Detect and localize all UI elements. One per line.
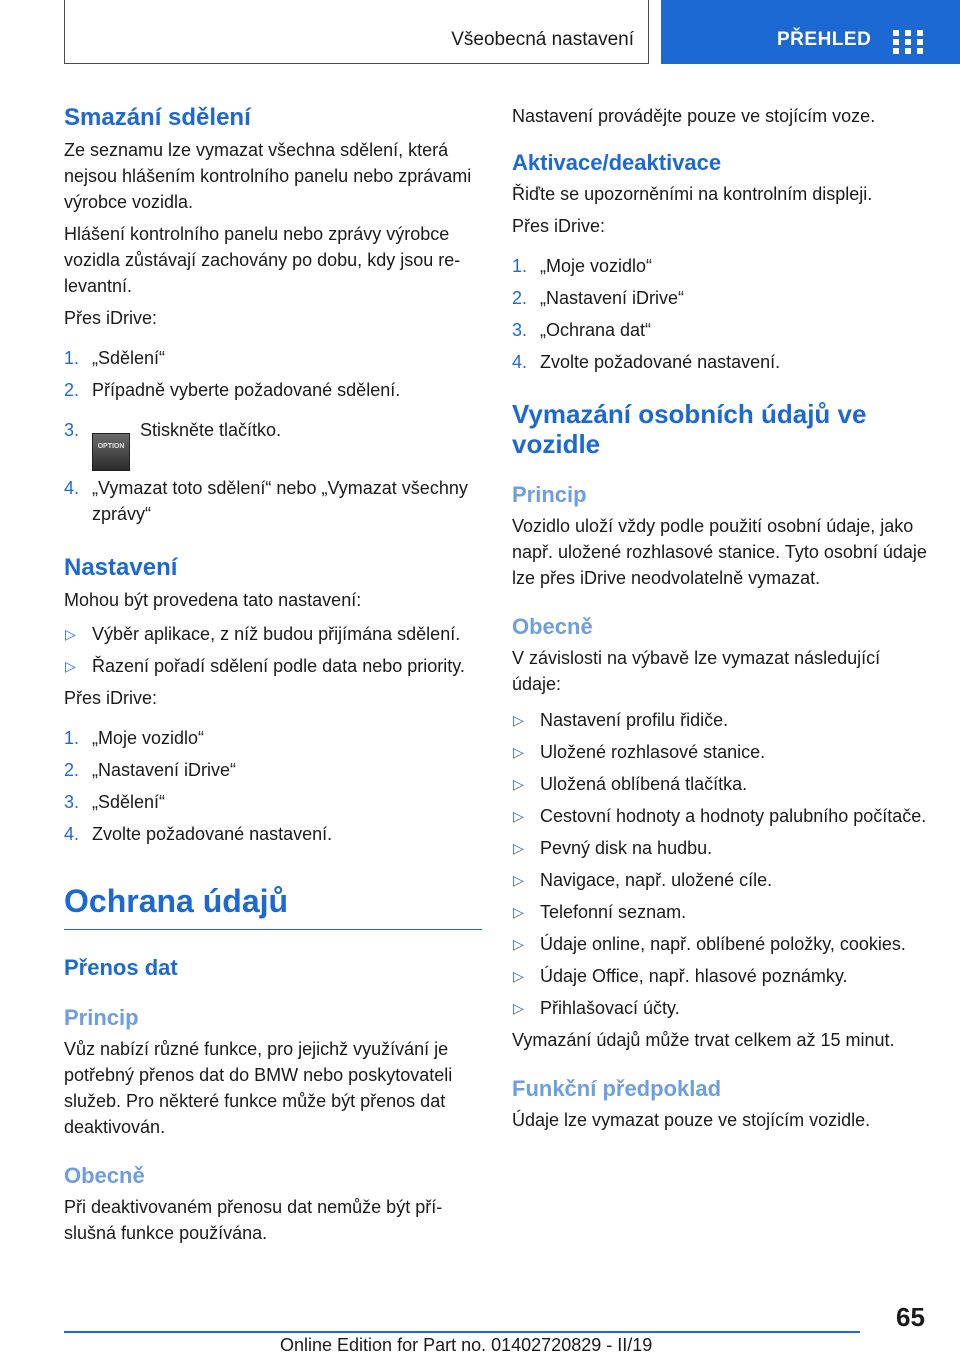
paragraph: Mohou být provedena tato nastavení: <box>64 590 362 610</box>
paragraph: Vymazání údajů může trvat celkem až 15 minut. <box>512 1030 895 1050</box>
heading-delete-messages: Smazání sdělení <box>64 104 251 131</box>
paragraph: V závislosti na výbavě lze vymazat následující údaje: <box>512 648 881 694</box>
paragraph: Řiďte se upozorněními na kontrolním displeji. <box>512 184 873 204</box>
subheading-prerequisite: Funkční předpoklad <box>512 1076 722 1101</box>
grid-icon <box>893 30 923 53</box>
bullet-item: ▷ Řazení pořadí sdělení podle data nebo priority. <box>64 653 482 679</box>
step-item: 1. „Sdělení“ <box>64 348 166 368</box>
paragraph: Vozidlo uloží vždy podle použití osobní údaje, jako např. uložené rozhlasové stanice. Tyto osobní údaje lze přes iDrive neodvolatelně vymazat. <box>512 516 927 588</box>
left-column <box>64 103 482 1246</box>
triangle-bullet-icon: ▷ <box>513 968 524 984</box>
bullet-item: ▷ Údaje online, např. oblíbené položky, cookies. <box>512 931 928 957</box>
step-item: 4. Zvolte požadované nastavení. <box>512 352 781 372</box>
subheading-principle: Princip <box>512 482 587 507</box>
heading-activation: Aktivace/deaktivace <box>512 150 722 175</box>
triangle-bullet-icon: ▷ <box>65 626 76 642</box>
paragraph: Údaje lze vymazat pouze ve stojícím vozidle. <box>512 1110 871 1130</box>
footer-divider <box>64 1331 860 1333</box>
bullet-item: ▷ Přihlašovací účty. <box>512 995 928 1021</box>
heading-data-transfer: Přenos dat <box>64 955 178 980</box>
step-item: 4. Zvolte požadované nastavení. <box>64 824 333 844</box>
chapter-title: Ochrana údajů <box>64 881 482 930</box>
triangle-bullet-icon: ▷ <box>513 840 524 856</box>
step-item: 2. „Nastavení iDrive“ <box>512 288 685 308</box>
footer-edition-text: Online Edition for Part no. 01402720829 - II/19 <box>280 1335 653 1355</box>
subheading-general: Obecně <box>64 1163 145 1188</box>
paragraph: Přes iDrive: <box>64 308 158 328</box>
bullet-item: ▷ Výběr aplikace, z níž budou přijímána sdělení. <box>64 621 482 647</box>
triangle-bullet-icon: ▷ <box>513 936 524 952</box>
triangle-bullet-icon: ▷ <box>513 808 524 824</box>
triangle-bullet-icon: ▷ <box>513 744 524 760</box>
bullet-item: ▷ Navigace, např. uložené cíle. <box>512 867 928 893</box>
subheading-general: Obecně <box>512 614 593 639</box>
triangle-bullet-icon: ▷ <box>513 712 524 728</box>
paragraph: Ze seznamu lze vymazat všechna sdělení, která nejsou hlášením kontrolního panelu nebo zprávami výrobce vozidla. <box>64 140 472 212</box>
bullet-item: ▷ Údaje Office, např. hlasové poznámky. <box>512 963 928 989</box>
step-item: 3. OPTIONStiskněte tlačítko. <box>64 417 482 471</box>
bullet-item: ▷ Nastavení profilu řidiče. <box>512 707 928 733</box>
step-item: 3. „Sdělení“ <box>64 792 166 812</box>
bullet-item: ▷ Telefonní seznam. <box>512 899 928 925</box>
bullet-item: ▷ Uložená oblíbená tlačítka. <box>512 771 928 797</box>
section-title: Všeobecná nastavení <box>451 29 634 50</box>
step-item: 1. „Moje vozidlo“ <box>512 256 653 276</box>
paragraph: Vůz nabízí různé funkce, pro jejichž využívání je potřebný přenos dat do BMW nebo poskytovateli služeb. Pro některé funkce může být přenos dat deaktivován. <box>64 1039 453 1137</box>
heading-delete-personal-data: Vymazání osobních údajů ve vozidle <box>512 399 867 459</box>
paragraph: Přes iDrive: <box>64 688 158 708</box>
triangle-bullet-icon: ▷ <box>65 658 76 674</box>
heading-settings: Nastavení <box>64 554 178 581</box>
step-item: 3. „Ochrana dat“ <box>512 320 652 340</box>
triangle-bullet-icon: ▷ <box>513 904 524 920</box>
bullet-item: ▷ Cestovní hodnoty a hodnoty palubního počítače. <box>512 803 928 829</box>
paragraph: Přes iDrive: <box>512 216 606 236</box>
triangle-bullet-icon: ▷ <box>513 776 524 792</box>
triangle-bullet-icon: ▷ <box>513 872 524 888</box>
step-item: 4. „Vymazat toto sdělení“ nebo „Vymazat všechny zprávy“ <box>64 478 468 524</box>
paragraph: Hlášení kontrolního panelu nebo zprávy výrobce vozidla zůstávají zachovány po dobu, kdy jsou relevantní. <box>64 224 461 296</box>
step-item: 2. Případně vyberte požadované sdělení. <box>64 380 401 400</box>
step-item: 2. „Nastavení iDrive“ <box>64 760 237 780</box>
page-number: 65 <box>896 1302 925 1332</box>
subheading-principle: Princip <box>64 1005 139 1030</box>
option-button-icon: OPTION <box>92 433 130 471</box>
header-section-box <box>64 0 649 64</box>
bullet-item: ▷ Uložené rozhlasové stanice. <box>512 739 928 765</box>
right-column <box>512 103 928 1133</box>
step-item: 1. „Moje vozidlo“ <box>64 728 205 748</box>
paragraph: Při deaktivovaném přenosu dat nemůže být příslušná funkce používána. <box>64 1197 443 1243</box>
triangle-bullet-icon: ▷ <box>513 1000 524 1016</box>
overview-nav-button[interactable] <box>661 0 960 64</box>
bullet-item: ▷ Pevný disk na hudbu. <box>512 835 928 861</box>
paragraph: Nastavení provádějte pouze ve stojícím voze. <box>512 106 876 126</box>
overview-nav-label: PŘEHLED <box>777 29 872 50</box>
